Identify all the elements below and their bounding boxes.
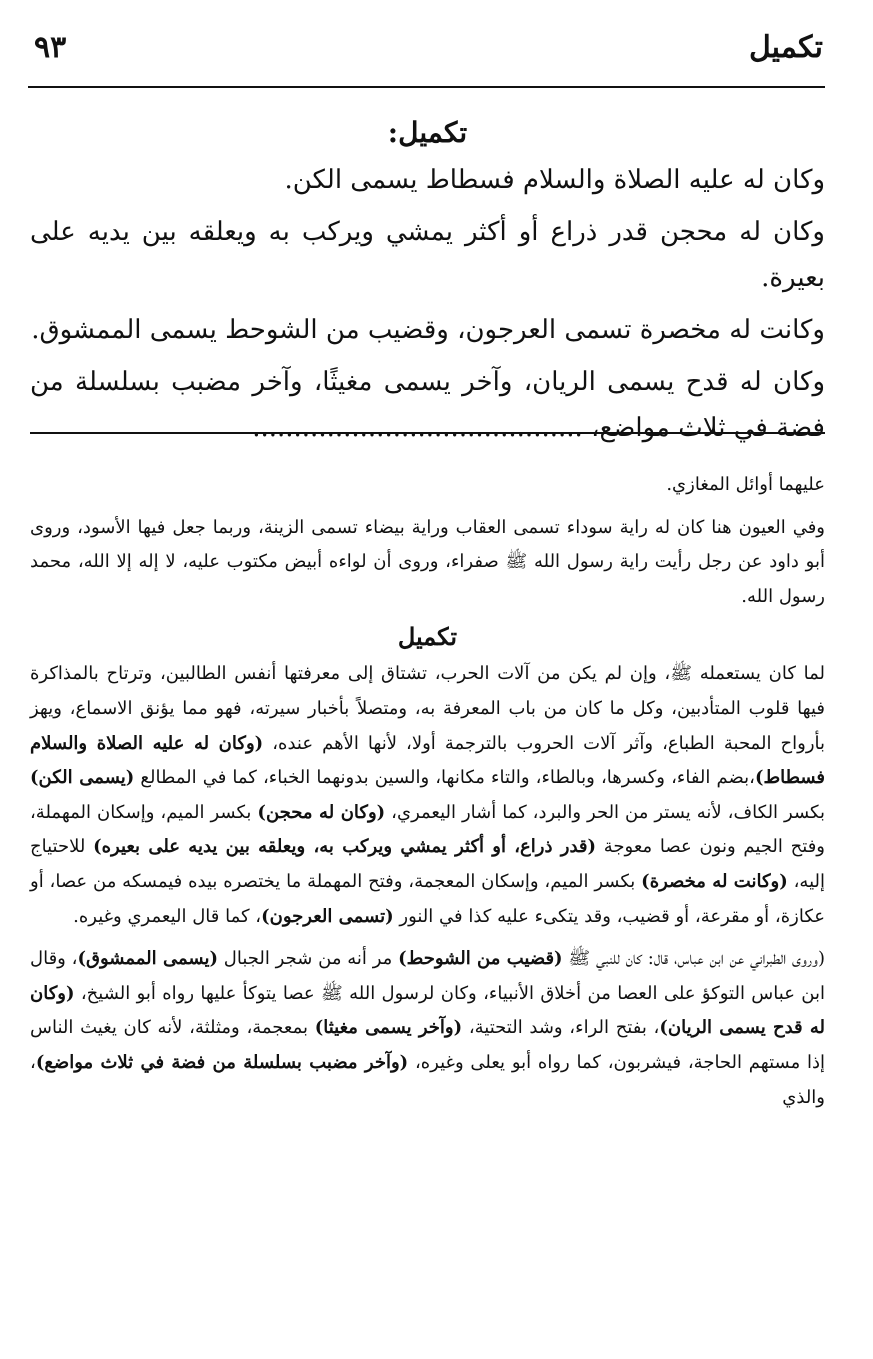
matn-heading: تكميل:: [387, 116, 468, 149]
quoted-matn: (تسمى العرجون): [261, 905, 394, 927]
text-run: مر أنه من شجر الجبال: [223, 948, 393, 970]
commentary-paragraph: عليهما أوائل المغازي.: [666, 474, 825, 495]
quoted-matn: (قضيب من الشوحط): [398, 948, 563, 970]
text-run: ، كما قال اليعمري وغيره.: [73, 905, 262, 927]
commentary-heading: تكميل: [397, 622, 458, 652]
commentary-paragraph: وفي العيون هنا كان له راية سوداء تسمى العقاب وراية بيضاء تسمى الزينة، وربما جعل فيها الأسود، وروى أبو داود عن رجل رأيت راية رسول الله ﷺ صفراء، وروى أن لواءه أبيض مكتوب عليه، لا إله إلا الله، محمد رسول الله.: [30, 516, 825, 607]
matn-text-block: [30, 110, 825, 457]
text-run: ، والذي: [30, 1051, 825, 1108]
text-run: للاحتياج إليه،: [30, 836, 825, 892]
quoted-matn: (وكان له محجن): [257, 801, 386, 823]
text-run: بمعجمة، ومثلثة، لأنه كان يغيث الناس إذا مستهم الحاجة، فيشربون، كما رواه أبو يعلى وغيره،: [30, 1017, 825, 1073]
commentary-block: [30, 468, 825, 1123]
quoted-matn: (وكان له عليه الصلاة والسلام فسطاط): [30, 732, 826, 789]
text-run: بكسر الكاف، لأنه يستر من الحر والبرد، كما أشار اليعمري،: [391, 801, 825, 823]
quoted-matn: (يسمى الممشوق): [77, 948, 218, 970]
quoted-matn: (وآخر مضبب بسلسلة من فضة في ثلاث مواضع): [35, 1051, 409, 1073]
text-run: بكسر الميم، وإسكان المعجمة، وفتح المهملة ما يختصره بيده فيمسكه من عصا، أو عكازة، أو مقرعة، أو قضيب، وقد يتكىء عليه كذا في النور: [30, 870, 825, 927]
matn-paragraph: وكان له عليه الصلاة والسلام فسطاط يسمى الكن.: [284, 165, 825, 195]
commentary-paragraph: [30, 657, 825, 934]
text-run: بكسر الميم، وإسكان المهملة، وفتح الجيم ونون عصا معوجة: [30, 801, 825, 858]
text-run: ،بضم الفاء، وكسرها، وبالطاء، والتاء مكانها، والسين بدونهما الخباء، كما في المطالع: [140, 767, 755, 789]
quoted-matn: (يسمى الكن): [30, 767, 135, 789]
page-number: ٩٣: [34, 30, 67, 65]
matn-paragraph: وكان له محجن قدر ذراع أو أكثر يمشي ويركب به ويعلقه بين يديه على بعيرة.: [30, 217, 825, 293]
matn-dots: ........................................: [252, 413, 583, 443]
quoted-matn: (قدر ذراع، أو أكثر يمشي ويركب به، ويعلقه بين يديه على بعيره): [93, 836, 597, 858]
matn-paragraph-text: وكان له قدح يسمى الريان، وآخر يسمى مغيثًا، وآخر مضبب بسلسلة من فضة في ثلاث مواضع،: [30, 367, 825, 443]
text-run: ، وقال ابن عباس التوكؤ على العصا من أخلاق الأنبياء، وكان لرسول الله ﷺ عصا يتوكأ عليها رواه أبو الشيخ،: [30, 948, 825, 1004]
quoted-matn: (وكانت له مخصرة): [641, 870, 788, 892]
header-divider: [28, 86, 825, 88]
quoted-matn: (وكان له قدح يسمى الريان): [30, 982, 825, 1039]
quoted-matn: (وآخر يسمى مغيثا): [314, 1017, 463, 1039]
section-divider: [30, 432, 825, 434]
text-run: ، بفتح الراء، وشد التحتية،: [468, 1017, 660, 1039]
text-run: لما كان يستعمله ﷺ، وإن لم يكن من آلات الحرب، تشتاق إلى معرفتها أنفس الطالبين، وترتاح بالمذاكرة فيها قلوب المتأدبين، وكل ما كان من باب المعرفة به، ومتصلاً بأخبار سيرته، فهو مما يؤنق الاسماع، ويهز بأرواح المحبة الطباع، وآثر آلات الحروب بالترجمة أولا، لأنها الأهم عنده،: [30, 663, 826, 754]
commentary-paragraph: [30, 942, 825, 1115]
matn-paragraph: وكانت له مخصرة تسمى العرجون، وقضيب من الشوحط يسمى الممشوق.: [31, 315, 825, 345]
page-header: [30, 30, 823, 80]
running-title: تكميل: [748, 30, 823, 65]
text-run: (وروى الطبراني عن ابن عباس، قال: كان للنبي ﷺ: [568, 948, 825, 970]
matn-paragraph-last: [30, 359, 825, 451]
